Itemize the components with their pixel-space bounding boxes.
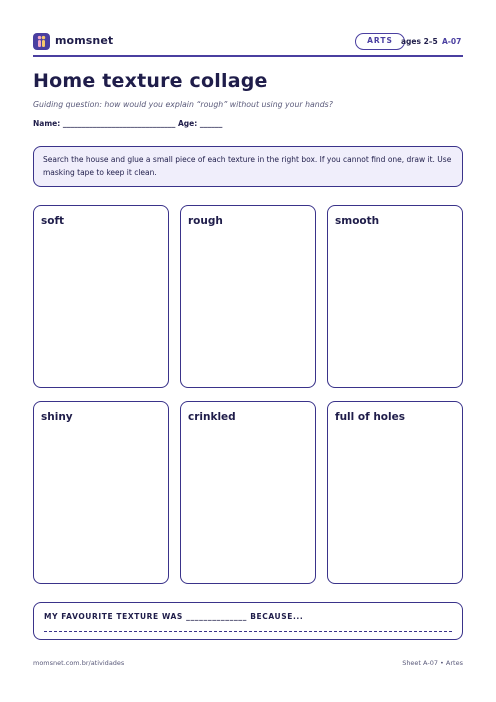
name-age-field: Name: ______________________________ Age: ______	[33, 119, 223, 128]
texture-box-label: soft	[41, 215, 65, 227]
category-pill: ARTS	[355, 33, 405, 50]
favourite-prompt: MY FAVOURITE TEXTURE WAS ______________ BECAUSE...	[44, 612, 304, 621]
header	[33, 33, 463, 55]
texture-box-rough	[180, 205, 316, 388]
favourite-texture-box	[33, 602, 463, 640]
texture-box-crinkled	[180, 401, 316, 584]
texture-box-label: crinkled	[188, 411, 236, 423]
logo[interactable]	[33, 33, 50, 50]
figures-icon	[36, 35, 47, 48]
texture-box-label: shiny	[41, 411, 73, 423]
guiding-question: Guiding question: how would you explain “rough” without using your hands?	[33, 100, 333, 109]
page-title: Home texture collage	[33, 70, 268, 92]
header-divider	[33, 55, 463, 57]
sheet-code: A-07	[442, 37, 462, 46]
texture-box-shiny	[33, 401, 169, 584]
footer-url: momsnet.com.br/atividades	[33, 659, 125, 667]
texture-box-soft	[33, 205, 169, 388]
texture-box-smooth	[327, 205, 463, 388]
age-range: ages 2–5	[401, 37, 438, 46]
answer-line	[44, 631, 452, 632]
footer-sheet-info: Sheet A-07 • Artes	[402, 659, 463, 667]
instructions-box: Search the house and glue a small piece of each texture in the right box. If you cannot find one, draw it. Use masking tape to keep it clean.	[33, 146, 463, 187]
texture-box-full-of-holes	[327, 401, 463, 584]
texture-box-label: full of holes	[335, 411, 405, 423]
texture-box-label: smooth	[335, 215, 380, 227]
brand-name[interactable]: momsnet	[55, 34, 114, 47]
texture-box-label: rough	[188, 215, 223, 227]
